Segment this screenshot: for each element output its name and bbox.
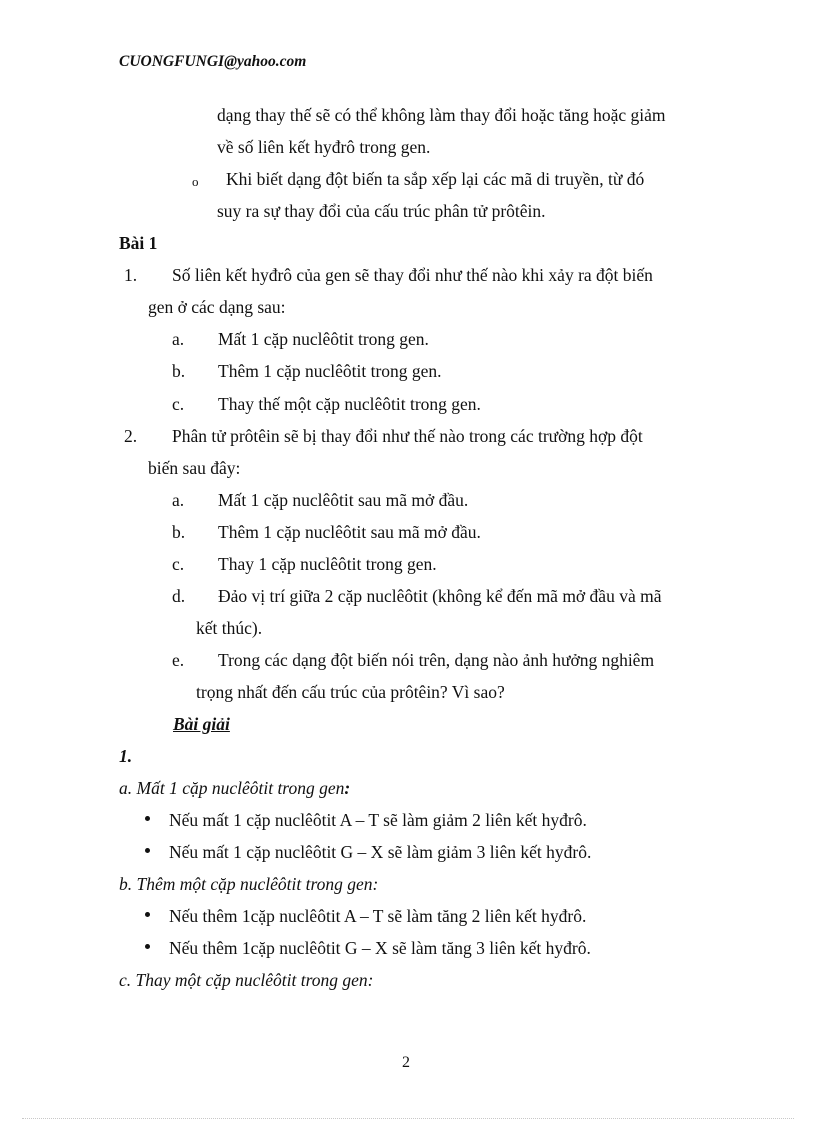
q2-line2: biến sau đây: [148,458,241,478]
solution-a-bullet: Nếu mất 1 cặp nuclêôtit A – T sẽ làm giảm 2 liên kết hyđrô. [169,810,587,830]
q1-item-letter: b. [172,361,186,381]
q1-number: 1. [124,265,138,285]
q1-line2: gen ở các dạng sau: [148,297,286,317]
q2-line1: Phân tử prôtêin sẽ bị thay đổi như thế nào trong các trường hợp đột [172,426,643,446]
q2-item-text: Trong các dạng đột biến nói trên, dạng nào ảnh hưởng nghiêm [218,650,655,670]
bullet-dot [145,816,150,821]
intro-para2-line1: Khi biết dạng đột biến ta sắp xếp lại các mã di truyền, từ đó [226,169,645,189]
q2-item-letter: a. [172,490,185,510]
q1-item-text: Mất 1 cặp nuclêôtit trong gen. [218,329,429,349]
solution-a-heading [119,777,350,799]
bullet-dot [145,944,150,949]
solution-c-heading: c. Thay một cặp nuclêôtit trong gen: [119,970,374,990]
solution-a-bullet: Nếu mất 1 cặp nuclêôtit G – X sẽ làm giảm 3 liên kết hyđrô. [169,842,592,862]
q2-item-text: Thay 1 cặp nuclêôtit trong gen. [218,554,437,574]
q1-item-text: Thêm 1 cặp nuclêôtit trong gen. [218,361,442,381]
page-bottom-divider [22,1118,794,1119]
solution-b-bullet: Nếu thêm 1cặp nuclêôtit G – X sẽ làm tăng 3 liên kết hyđrô. [169,938,591,958]
q1-item-letter: a. [172,329,185,349]
intro-para1-line1: dạng thay thế sẽ có thể không làm thay đổi hoặc tăng hoặc giảm [217,105,666,125]
bullet-dot [145,912,150,917]
exercise-title: Bài 1 [119,233,158,253]
q2-item-text: Mất 1 cặp nuclêôtit sau mã mở đầu. [218,490,469,510]
bullet-dot [145,848,150,853]
q1-item-letter: c. [172,394,185,414]
q2-item-letter: e. [172,650,185,670]
circle-bullet: o [192,174,199,189]
solution-a-heading-text: a. Mất 1 cặp nuclêôtit trong gen [119,778,345,798]
q2-item-letter: d. [172,586,186,606]
q2-item-text: Đảo vị trí giữa 2 cặp nuclêôtit (không kể đến mã mở đầu và mã [218,586,662,606]
solution-part-number: 1. [119,746,133,766]
intro-para1-line2: về số liên kết hyđrô trong gen. [217,137,431,157]
q2-item-continuation: kết thúc). [196,618,263,638]
q1-line1: Số liên kết hyđrô của gen sẽ thay đổi như thế nào khi xảy ra đột biến [172,265,653,285]
q2-item-text: Thêm 1 cặp nuclêôtit sau mã mở đầu. [218,522,481,542]
intro-para2-line2: suy ra sự thay đổi của cấu trúc phân tử prôtêin. [217,201,546,221]
q2-item-letter: b. [172,522,186,542]
q1-item-text: Thay thế một cặp nuclêôtit trong gen. [218,394,481,414]
q2-item-letter: c. [172,554,185,574]
solution-b-bullet: Nếu thêm 1cặp nuclêôtit A – T sẽ làm tăng 2 liên kết hyđrô. [169,906,587,926]
solution-a-colon: : [344,778,351,798]
solution-b-heading: b. Thêm một cặp nuclêôtit trong gen: [119,874,379,894]
q2-item-continuation: trọng nhất đến cấu trúc của prôtêin? Vì sao? [196,682,505,702]
solution-title: Bài giải [173,714,230,734]
page-number: 2 [402,1054,410,1071]
header-email: CUONGFUNGI@yahoo.com [119,53,307,70]
q2-number: 2. [124,426,138,446]
